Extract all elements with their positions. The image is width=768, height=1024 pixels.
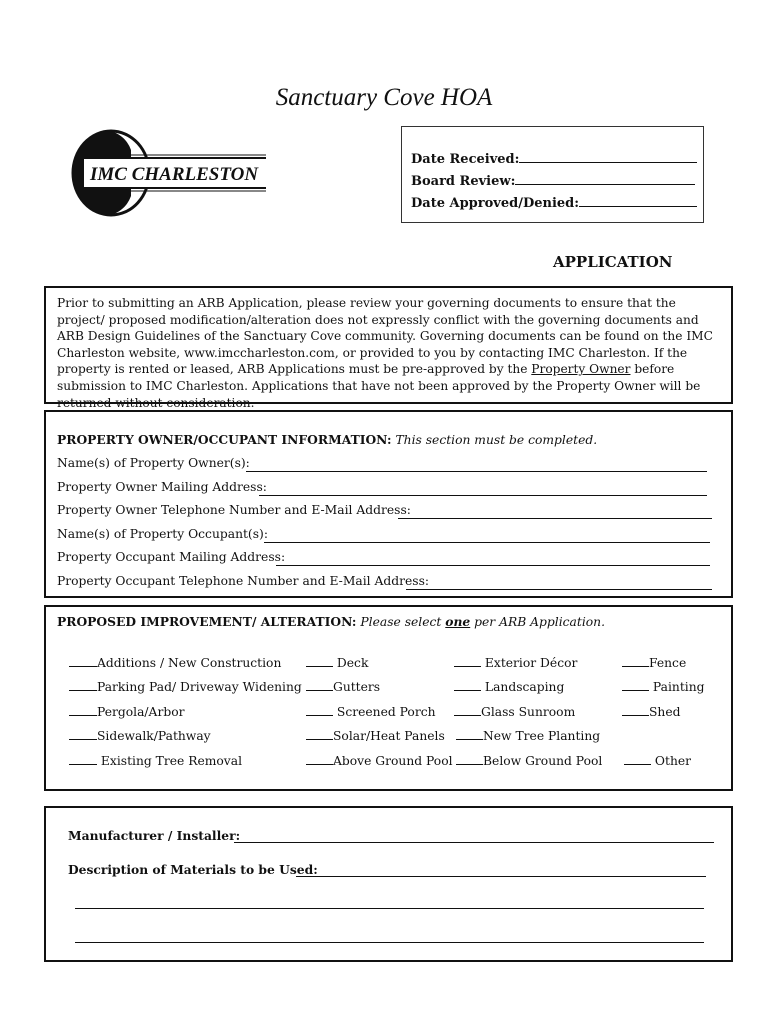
improvement-note-emphasis: one [445, 614, 471, 629]
page-title: Sanctuary Cove HOA [275, 84, 493, 111]
option-above-ground-pool[interactable] [306, 753, 453, 768]
option-shed[interactable] [622, 704, 681, 719]
option-label: New Tree Planting [483, 729, 601, 743]
intro-box [44, 286, 733, 410]
option-label: Glass Sunroom [481, 705, 576, 719]
option-exterior-decor[interactable] [454, 655, 577, 670]
materials-description-field[interactable] [296, 876, 706, 877]
option-other[interactable] [624, 753, 691, 768]
application-heading: APPLICATION [553, 253, 673, 271]
improvement-heading-text: PROPOSED IMPROVEMENT/ ALTERATION: [57, 614, 357, 629]
option-label: Pergola/Arbor [97, 705, 185, 719]
owner-contact-field[interactable] [398, 518, 712, 519]
occupant-name-label: Name(s) of Property Occupant(s): [57, 527, 268, 541]
option-label: Landscaping [484, 680, 565, 694]
occupant-name-field[interactable] [264, 542, 710, 543]
option-sidewalk[interactable] [69, 728, 211, 743]
owner-address-label: Property Owner Mailing Address: [57, 480, 267, 494]
option-label: Exterior Décor [484, 656, 578, 670]
option-label: Painting [652, 680, 705, 694]
owner-section-note: This section must be completed. [395, 433, 598, 447]
option-label: Shed [649, 705, 681, 719]
owner-section-heading: PROPERTY OWNER/OCCUPANT INFORMATION: This section must be completed. [57, 432, 598, 447]
option-label: Deck [336, 656, 369, 670]
owner-address-field[interactable] [259, 495, 707, 496]
option-painting[interactable] [622, 679, 705, 694]
option-parking-pad[interactable] [69, 679, 302, 694]
option-landscaping[interactable] [454, 679, 564, 694]
svg-text:IMC CHARLESTON: IMC CHARLESTON [90, 164, 259, 185]
office-use-box [401, 126, 704, 223]
materials-description-line-2[interactable] [75, 908, 704, 909]
owner-heading-text: PROPERTY OWNER/OCCUPANT INFORMATION [57, 432, 387, 447]
improvement-heading [57, 614, 605, 629]
owner-contact-label: Property Owner Telephone Number and E-Mail Address: [57, 503, 411, 517]
date-approved-field[interactable] [411, 194, 697, 211]
manufacturer-field[interactable] [234, 842, 714, 843]
occupant-contact-field[interactable] [406, 589, 712, 590]
owner-name-field[interactable] [246, 471, 707, 472]
option-fence[interactable] [622, 655, 686, 670]
option-new-tree-planting[interactable] [456, 728, 600, 743]
owner-name-label: Name(s) of Property Owner(s): [57, 456, 250, 470]
improvement-section [44, 605, 733, 791]
board-review-label: Board Review: [411, 174, 516, 189]
improvement-note: Please select [360, 615, 446, 629]
manufacturer-label: Manufacturer / Installer: [68, 828, 241, 843]
option-pergola[interactable] [69, 704, 184, 719]
option-label: Parking Pad/ Driveway Widening [97, 680, 302, 694]
option-label: Fence [649, 656, 687, 670]
option-label: Other [654, 754, 692, 768]
board-review-field[interactable] [411, 172, 695, 189]
option-label: Additions / New Construction [97, 656, 282, 670]
occupant-address-label: Property Occupant Mailing Address: [57, 550, 286, 564]
option-glass-sunroom[interactable] [454, 704, 575, 719]
option-tree-removal[interactable] [69, 753, 242, 768]
date-received-field[interactable] [411, 150, 697, 167]
materials-section [44, 806, 733, 962]
imc-charleston-logo [66, 128, 271, 218]
intro-text-end: before submission to IMC Charleston. Applications that have not been approved by the Property Owner will be returned without consideration. [57, 362, 701, 410]
option-label: Screened Porch [336, 705, 436, 719]
option-gutters[interactable] [306, 679, 380, 694]
option-additions[interactable] [69, 655, 281, 670]
option-label: Solar/Heat Panels [333, 729, 445, 743]
occupant-address-field[interactable] [276, 565, 710, 566]
option-solar-panels[interactable] [306, 728, 445, 743]
option-deck[interactable] [306, 655, 368, 670]
option-label: Above Ground Pool [333, 754, 453, 768]
option-label: Sidewalk/Pathway [97, 729, 211, 743]
property-owner-underlined: Property Owner [531, 362, 631, 377]
option-below-ground-pool[interactable] [456, 753, 602, 768]
option-label: Gutters [333, 680, 381, 694]
improvement-note-end: per ARB Application. [470, 615, 605, 629]
option-screened-porch[interactable] [306, 704, 436, 719]
date-received-label: Date Received: [411, 152, 520, 167]
materials-description-label: Description of Materials to be Used: [68, 862, 318, 877]
owner-info-section [44, 410, 733, 598]
intro-text: Prior to submitting an ARB Application, please review your governing documents to ensure that the project/ proposed modification/alteration does not expressly conflict with the governing documents and ARB Design Guidelines of the Sanctuary Cove community. Governing documents can be found on the IMC Charleston website, www.imccharleston.com, or provided to you by contacting IMC Charleston. If the property is rented or leased, ARB Applications must be pre-approved by the [57, 296, 713, 377]
occupant-contact-label: Property Occupant Telephone Number and E-Mail Address: [57, 574, 430, 588]
option-label: Existing Tree Removal [100, 754, 243, 768]
option-label: Below Ground Pool [483, 754, 603, 768]
date-approved-label: Date Approved/Denied: [411, 196, 580, 211]
materials-description-line-3[interactable] [75, 942, 704, 943]
